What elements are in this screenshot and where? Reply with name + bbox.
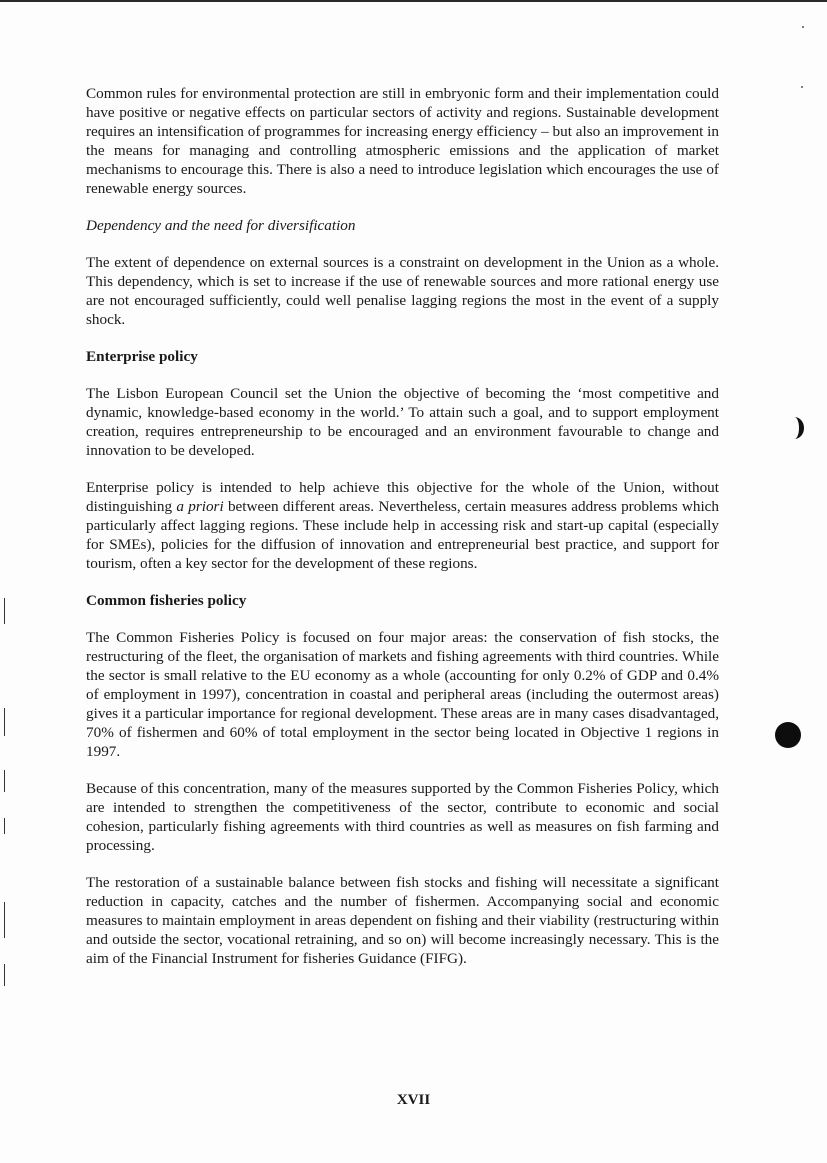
top-rule: [0, 0, 827, 2]
heading-enterprise-policy: Enterprise policy: [86, 348, 198, 365]
heading-fisheries-policy: Common fisheries policy: [86, 592, 247, 609]
scan-speck: [801, 86, 803, 88]
paragraph-lisbon: The Lisbon European Council set the Union the objective of becoming the ‘most competitive and dynamic, knowledge-based economy in the world.’ To attain such a goal, and to support employment creation, requires entrepreneurship to be encouraged and an environment favourable to change and innovation to be developed.: [86, 385, 719, 459]
document-body: [86, 84, 719, 986]
margin-mark: [4, 770, 5, 792]
paragraph-environment: Common rules for environmental protection are still in embryonic form and their implementation could have positive or negative effects on particular sectors of activity and regions. Sustainable development requires an intensification of programmes for increasing energy efficiency – but also an improvement in the means for managing and controlling atmospheric emissions and the application of market mechanisms to encourage this. There is also a need to introduce legislation which encourages the use of renewable energy sources.: [86, 85, 719, 197]
binding-hole-dot: [775, 722, 801, 748]
paragraph-text: between different areas. Nevertheless, certain measures address problems which particularly affect lagging regions. These include help in accessing risk and start-up capital (especially for SMEs), policies for the diffusion of innovation and entrepreneurial best practice, and support for tourism, often a key sector for the development of these regions.: [86, 498, 720, 572]
binding-hole-mark: [785, 417, 804, 439]
margin-mark: [4, 818, 5, 834]
paragraph-concentration: Because of this concentration, many of the measures supported by the Common Fisheries Policy, which are intended to strengthen the competitiveness of the sector, contribute to economic and social cohesion, particularly fishing agreements with third countries as well as measures on fish farming and processing.: [86, 780, 719, 854]
paragraph-restoration: The restoration of a sustainable balance between fish stocks and fishing will necessitate a significant reduction in capacity, catches and the number of fishermen. Accompanying social and economic measures to maintain employment in areas dependent on fishing and their viability (restructuring within and outside the sector, vocational retraining, and so on) will become increasingly necessary. This is the aim of the Financial Instrument for fisheries Guidance (FIFG).: [86, 874, 719, 967]
margin-mark: [4, 708, 5, 736]
margin-mark: [4, 964, 5, 986]
margin-mark: [4, 598, 5, 624]
page-number: XVII: [396, 1092, 431, 1108]
paragraph-dependency: The extent of dependence on external sources is a constraint on development in the Union as a whole. This dependency, which is set to increase if the use of renewable sources and more rational energy use are not encouraged sufficiently, could well penalise lagging regions the most in the event of a supply shock.: [86, 254, 719, 328]
paragraph-enterprise-objective: [86, 478, 719, 573]
scan-speck: [802, 26, 804, 28]
italic-term: a priori: [176, 498, 224, 515]
subheading-dependency: Dependency and the need for diversification: [86, 217, 356, 234]
paragraph-fisheries-focus: The Common Fisheries Policy is focused on four major areas: the conservation of fish stocks, the restructuring of the fleet, the organisation of markets and fishing agreements with third countries. While the sector is small relative to the EU economy as a whole (accounting for only 0.2% of GDP and 0.4% of employment in 1997), concentration in coastal and peripheral areas (including the outermost areas) gives it a particular importance for regional development. These areas are in many cases disadvantaged, 70% of fishermen and 60% of total employment in the sector being located in Objective 1 regions in 1997.: [86, 629, 719, 760]
margin-mark: [4, 902, 5, 938]
paragraph-text: Enterprise policy is intended to help achieve this objective for the whole of the Union, without distinguishing: [86, 479, 719, 515]
